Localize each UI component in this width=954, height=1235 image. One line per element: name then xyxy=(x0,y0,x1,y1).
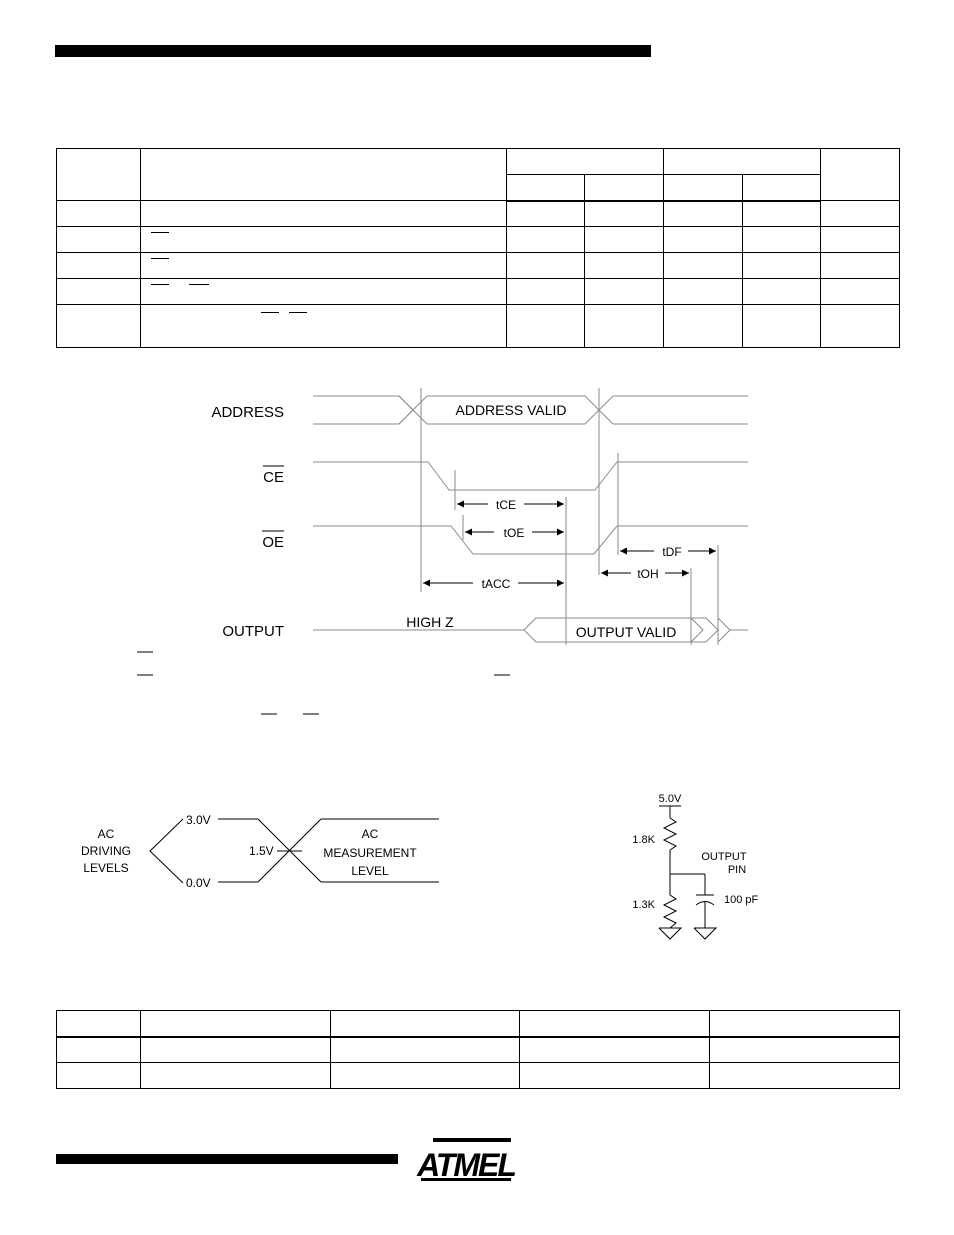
capacitor-label: 100 pF xyxy=(724,894,759,906)
driving-label-line-3: LEVELS xyxy=(83,861,129,875)
measurement-label-line-1: AC xyxy=(361,827,379,841)
high-voltage-label: 3.0V xyxy=(186,813,211,827)
driving-label-line-1: AC xyxy=(97,827,115,841)
output-valid-label: OUTPUT VALID xyxy=(575,624,677,640)
signal-label-address: ADDRESS xyxy=(211,404,284,421)
r-bottom-label: 1.3K xyxy=(632,899,655,911)
tdf-label: tDF xyxy=(662,545,682,559)
logo-mark xyxy=(416,1138,515,1183)
toh-label: tOH xyxy=(637,567,659,581)
logo-text: ATMEL xyxy=(417,1147,515,1183)
measurement-label-line-3: LEVEL xyxy=(351,864,389,878)
signal-label-oe: OE xyxy=(262,534,284,551)
supply-label: 5.0V xyxy=(658,793,682,805)
driving-label-line-2: DRIVING xyxy=(80,844,132,858)
tacc-label: tACC xyxy=(481,577,511,591)
toe-label: tOE xyxy=(503,526,525,540)
signal-label-ce: CE xyxy=(263,469,284,486)
signal-label-output: OUTPUT xyxy=(222,623,284,640)
pin-label-line-2: PIN xyxy=(727,864,747,876)
pin-label-line-1: OUTPUT xyxy=(701,851,747,863)
low-voltage-label: 0.0V xyxy=(186,876,211,890)
r-top-label: 1.8K xyxy=(632,834,655,846)
tce-label: tCE xyxy=(495,498,517,512)
address-valid-label: ADDRESS VALID xyxy=(455,402,567,418)
high-z-label: HIGH Z xyxy=(406,614,454,630)
mid-voltage-label: 1.5V xyxy=(249,844,274,858)
measurement-label-line-2: MEASUREMENT xyxy=(323,846,417,860)
